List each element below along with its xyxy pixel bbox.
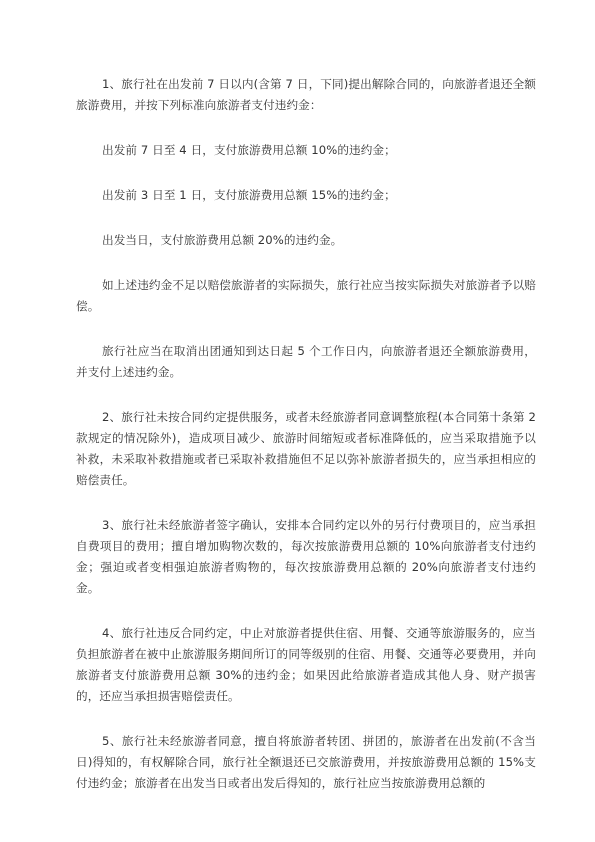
paragraph-actual-loss: 如上述违约金不足以赔偿旅游者的实际损失，旅行社应当按实际损失对旅游者予以赔偿。 [76, 278, 536, 313]
paragraph-clause-4: 4、旅行社违反合同约定，中止对旅游者提供住宿、用餐、交通等旅游服务的，应当负担旅游者在被中止旅游服务期间所订的同等级别的住宿、用餐、交通等必要费用，并向旅游者支付旅游费用总额 30%的违约金；如果因此给旅游者造成其他人身、财产损害的，还应当承担损害赔偿责任。 [76, 626, 536, 703]
paragraph-penalty-3-to-1-days: 出发前 3 日至 1 日，支付旅游费用总额 15%的违约金； [102, 188, 396, 202]
document-body [76, 74, 536, 818]
paragraph-penalty-7-to-4-days: 出发前 7 日至 4 日，支付旅游费用总额 10%的违约金； [102, 143, 396, 157]
paragraph-clause-1: 1、旅行社在出发前 7 日以内(含第 7 日，下同)提出解除合同的，向旅游者退还全额旅游费用，并按下列标准向旅游者支付违约金： [76, 77, 536, 112]
paragraph-penalty-departure-day: 出发当日，支付旅游费用总额 20%的违约金。 [102, 233, 343, 247]
paragraph-clause-2: 2、旅行社未按合同约定提供服务，或者未经旅游者同意调整旅程(本合同第十条第 2 款规定的情况除外)，造成项目减少、旅游时间缩短或者标准降低的，应当采取措施予以补救，未采取补救措施或者已采取补救措施但不足以弥补旅游者损失的，应当承担相应的赔偿责任。 [76, 410, 536, 487]
paragraph-refund-deadline: 旅行社应当在取消出团通知到达日起 5 个工作日内，向旅游者退还全额旅游费用，并支付上述违约金。 [76, 344, 536, 379]
paragraph-clause-5: 5、旅行社未经旅游者同意，擅自将旅游者转团、拼团的，旅游者在出发前(不含当日)得知的，有权解除合同，旅行社全额退还已交旅游费用，并按旅游费用总额的 15%支付违约金；旅游者在出发当日或者出发后得知的，旅行社应当按旅游费用总额的 [76, 734, 536, 790]
paragraph-clause-3: 3、旅行社未经旅游者签字确认，安排本合同约定以外的另行付费项目的，应当承担自费项目的费用；擅自增加购物次数的，每次按旅游费用总额的 10%向旅游者支付违约金；强迫或者变相强迫旅游者购物的，每次按旅游费用总额的 20%向旅游者支付违约金。 [76, 518, 536, 595]
